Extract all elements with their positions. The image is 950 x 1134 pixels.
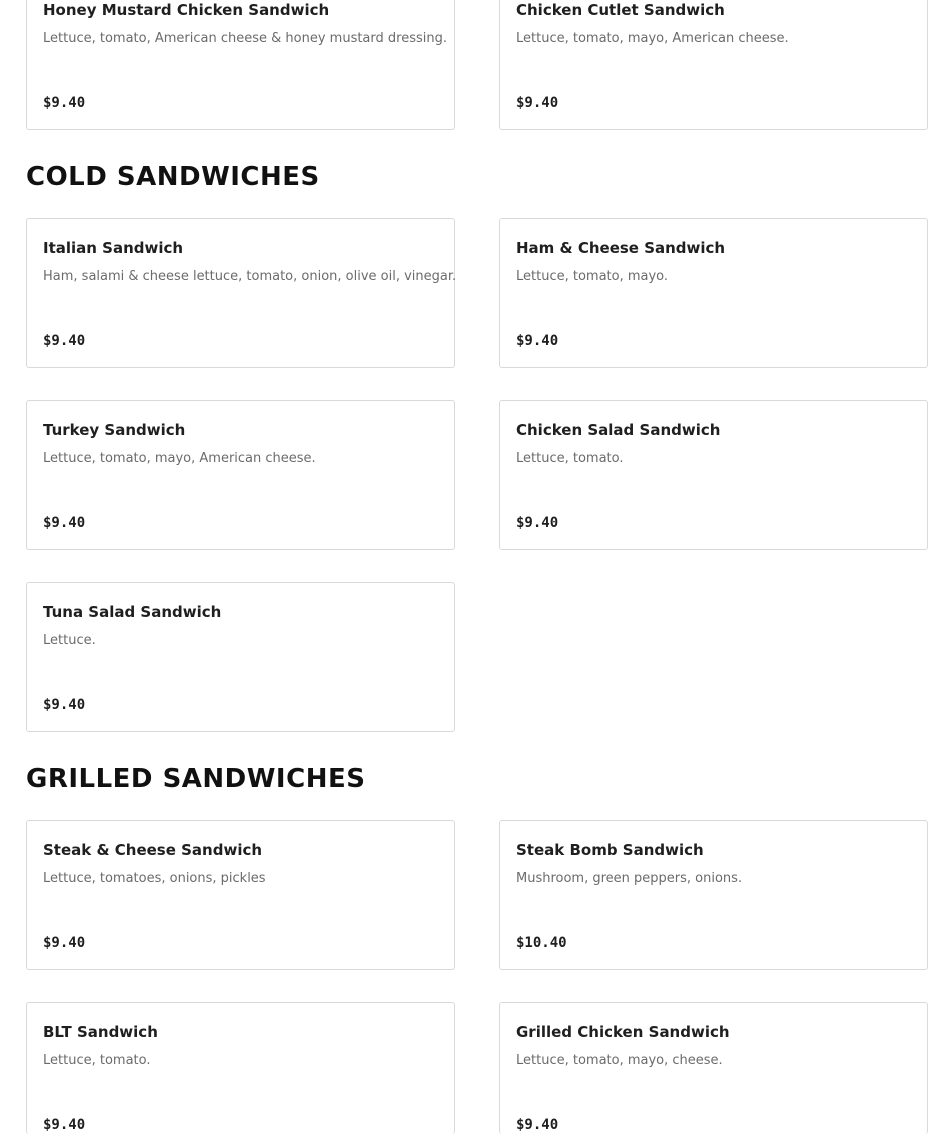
section-title-grilled: GRILLED SANDWICHES xyxy=(26,764,366,794)
menu-item-name: Steak & Cheese Sandwich xyxy=(43,841,263,859)
menu-item-price: $9.40 xyxy=(516,95,559,111)
menu-item-description: Lettuce, tomatoes, onions, pickles xyxy=(43,871,266,886)
menu-item-name: Steak Bomb Sandwich xyxy=(516,841,704,859)
menu-item-description: Lettuce, tomato. xyxy=(43,1053,151,1068)
menu-item-description: Ham, salami & cheese lettuce, tomato, onion, olive oil, vinegar. xyxy=(43,269,457,284)
menu-item-name: Turkey Sandwich xyxy=(43,421,186,439)
menu-item-description: Lettuce, tomato, mayo, American cheese. xyxy=(43,451,316,466)
menu-item-price: $9.40 xyxy=(43,333,86,349)
menu-item-card[interactable] xyxy=(499,820,928,970)
menu-item-price: $9.40 xyxy=(516,515,559,531)
menu-item-price: $9.40 xyxy=(516,333,559,349)
menu-item-card[interactable] xyxy=(26,820,455,970)
menu-item-card[interactable] xyxy=(26,1002,455,1134)
menu-item-description: Lettuce, tomato. xyxy=(516,451,624,466)
menu-item-card[interactable] xyxy=(26,400,455,550)
section-title-cold: COLD SANDWICHES xyxy=(26,162,320,192)
menu-item-description: Lettuce, tomato, American cheese & honey mustard dressing. xyxy=(43,31,447,46)
menu-item-card[interactable] xyxy=(26,0,455,130)
menu-item-card[interactable] xyxy=(26,582,455,732)
menu-item-description: Lettuce, tomato, mayo. xyxy=(516,269,669,284)
menu-item-card[interactable] xyxy=(499,1002,928,1134)
menu-item-description: Lettuce. xyxy=(43,633,96,648)
menu-item-name: Grilled Chicken Sandwich xyxy=(516,1023,730,1041)
menu-item-name: Italian Sandwich xyxy=(43,239,184,257)
menu-item-card[interactable] xyxy=(26,218,455,368)
menu-item-name: Tuna Salad Sandwich xyxy=(43,603,222,621)
menu-item-price: $9.40 xyxy=(516,1117,559,1133)
menu-item-name: Ham & Cheese Sandwich xyxy=(516,239,726,257)
menu-item-card[interactable] xyxy=(499,0,928,130)
menu-item-price: $10.40 xyxy=(516,935,567,951)
menu-item-description: Mushroom, green peppers, onions. xyxy=(516,871,743,886)
menu-item-price: $9.40 xyxy=(43,935,86,951)
menu-item-name: BLT Sandwich xyxy=(43,1023,158,1041)
menu-item-price: $9.40 xyxy=(43,1117,86,1133)
menu-item-description: Lettuce, tomato, mayo, cheese. xyxy=(516,1053,723,1068)
menu-item-card[interactable] xyxy=(499,218,928,368)
menu-item-card[interactable] xyxy=(499,400,928,550)
menu-item-name: Chicken Cutlet Sandwich xyxy=(516,1,725,19)
menu-item-price: $9.40 xyxy=(43,697,86,713)
menu-item-price: $9.40 xyxy=(43,515,86,531)
menu-item-name: Chicken Salad Sandwich xyxy=(516,421,721,439)
menu-item-price: $9.40 xyxy=(43,95,86,111)
menu-item-name: Honey Mustard Chicken Sandwich xyxy=(43,1,330,19)
menu-item-description: Lettuce, tomato, mayo, American cheese. xyxy=(516,31,789,46)
